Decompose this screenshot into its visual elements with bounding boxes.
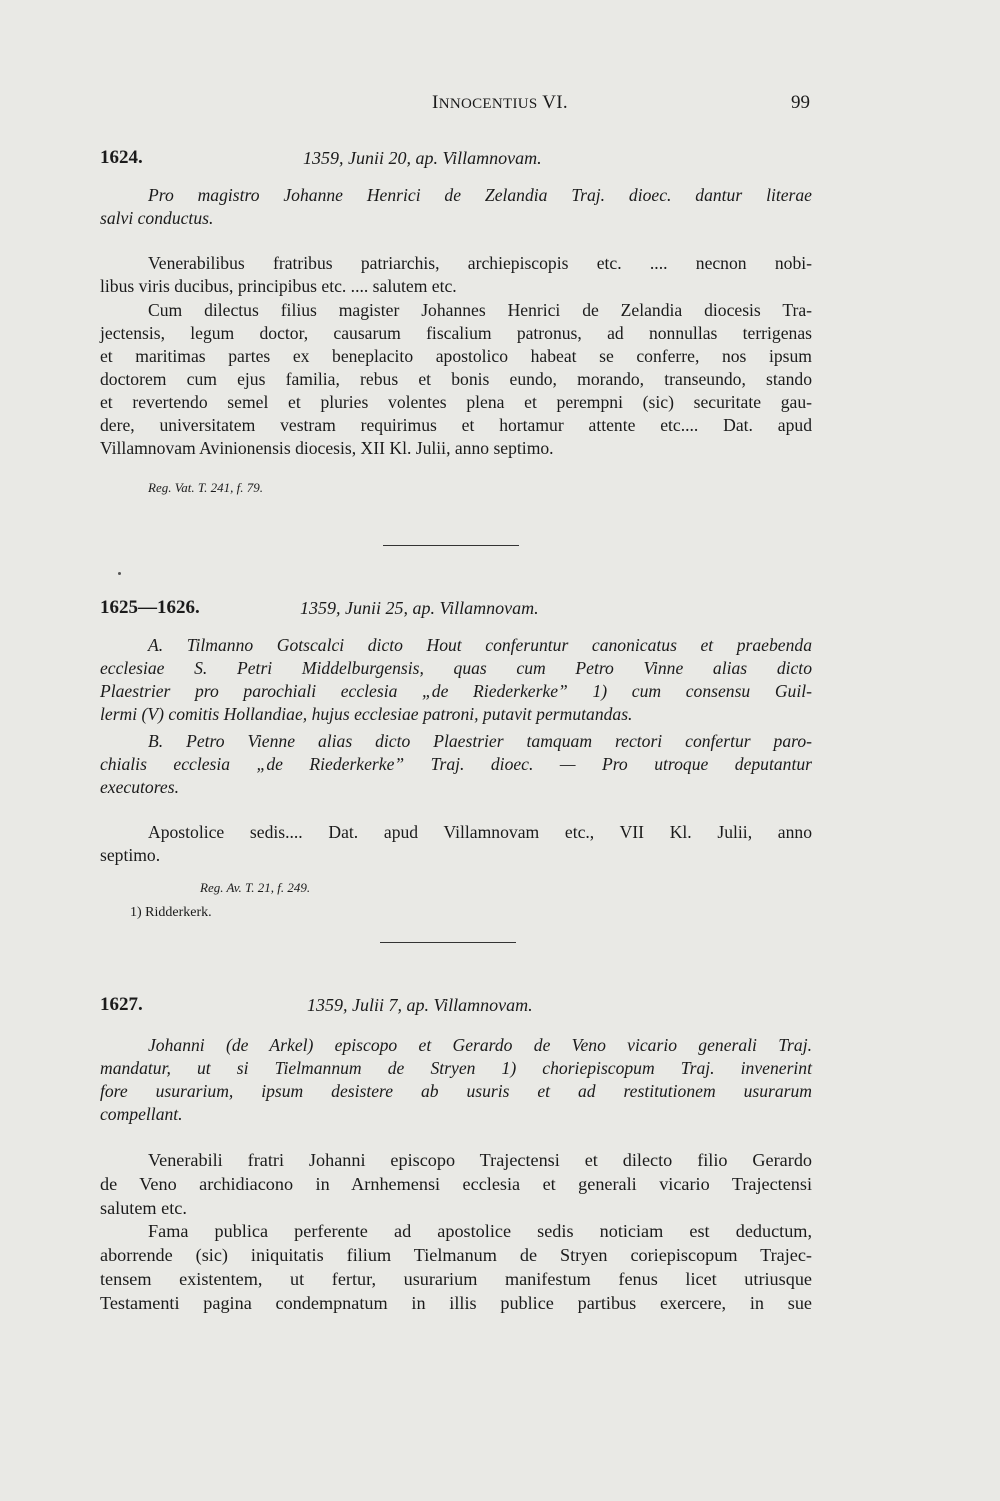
entry-summary-a: A. Tilmanno Gotscalci dicto Hout conferuntur canonicatus et praebenda ecclesiae S. Petri Middelburgensis, quas cum Petro Vinne alias dicto Plaestrier pro parochiali ecclesia „de Riederkerke” 1) cum consensu Guil- lermi (V) comitis Hollandiae, hujus ecclesiae patroni, putavit permutandas.: [100, 635, 812, 724]
entry-number: 1624.: [100, 147, 143, 168]
entry-body-paragraph: Fama publica perferente ad apostolice sedis noticiam est deductum, aborrende (sic) iniquitatis filium Tielmanum de Stryen coriepiscopum Trajec- tensem existentem, ut fertur, usurarium manifestum fenus licet utriusque Testamenti pagina condempnatum in illis publice partibus exercere, in sue: [100, 1221, 812, 1313]
footnote: 1) Ridderkerk.: [130, 905, 212, 920]
entry-date: 1359, Julii 7, ap. Villamnovam.: [307, 995, 533, 1015]
paper-speck: [118, 572, 121, 575]
entry-body-paragraph: Venerabili fratri Johanni episcopo Trajectensi et dilecto filio Gerardo de Veno archidiacono in Arnhemensi ecclesia et generali vicario Trajectensi salutem etc.: [100, 1150, 812, 1218]
entry-summary: Johanni (de Arkel) episcopo et Gerardo de Veno vicario generali Traj. mandatur, ut si Tielmannum de Stryen 1) choriepiscopum Traj. invenerint fore usurarium, ipsum desistere ab usuris et ad restitutionem usurarum compellant.: [100, 1035, 812, 1124]
entry-number: 1627.: [100, 994, 143, 1015]
section-divider: [383, 545, 519, 546]
entry-summary-b: B. Petro Vienne alias dicto Plaestrier tamquam rectori confertur paro- chialis ecclesia „de Riederkerke” Traj. dioec. — Pro utroque deputantur executores.: [100, 731, 812, 797]
entry-body-paragraph: Apostolice sedis.... Dat. apud Villamnovam etc., VII Kl. Julii, anno septimo.: [100, 822, 812, 865]
entry-number: 1625—1626.: [100, 597, 200, 618]
entry-body-paragraph: Venerabilibus fratribus patriarchis, archiepiscopis etc. .... necnon nobi- libus viris ducibus, principibus etc. .... salutem etc.: [100, 253, 812, 296]
register-reference: Reg. Av. T. 21, f. 249.: [200, 880, 311, 895]
section-divider: [380, 942, 516, 943]
entry-date: 1359, Junii 20, ap. Villamnovam.: [303, 148, 542, 168]
page-number: 99: [791, 92, 810, 113]
entry-summary: Pro magistro Johanne Henrici de Zelandia Traj. dioec. dantur literae salvi conductus.: [100, 185, 812, 228]
entry-date: 1359, Junii 25, ap. Villamnovam.: [300, 598, 539, 618]
entry-body-paragraph: Cum dilectus filius magister Johannes Henrici de Zelandia diocesis Tra- jectensis, legum doctor, causarum fiscalium patronus, ad nonnullas terrigenas et maritimas partes ex beneplacito apostolico habeat se conferre, nos ipsum doctorem cum ejus familia, rebus et bonis eundo, morando, transeundo, stando et revertendo semel et pluries volentes plena et perempni (sic) securitate gau- dere, universitatem vestram requirimus et hortamur attente etc.... Dat. apud Villamnovam Avinionensis diocesis, XII Kl. Julii, anno septimo.: [100, 300, 812, 458]
running-header: INNOCENTIUS VI.: [432, 92, 568, 113]
register-reference: Reg. Vat. T. 241, f. 79.: [148, 480, 263, 495]
